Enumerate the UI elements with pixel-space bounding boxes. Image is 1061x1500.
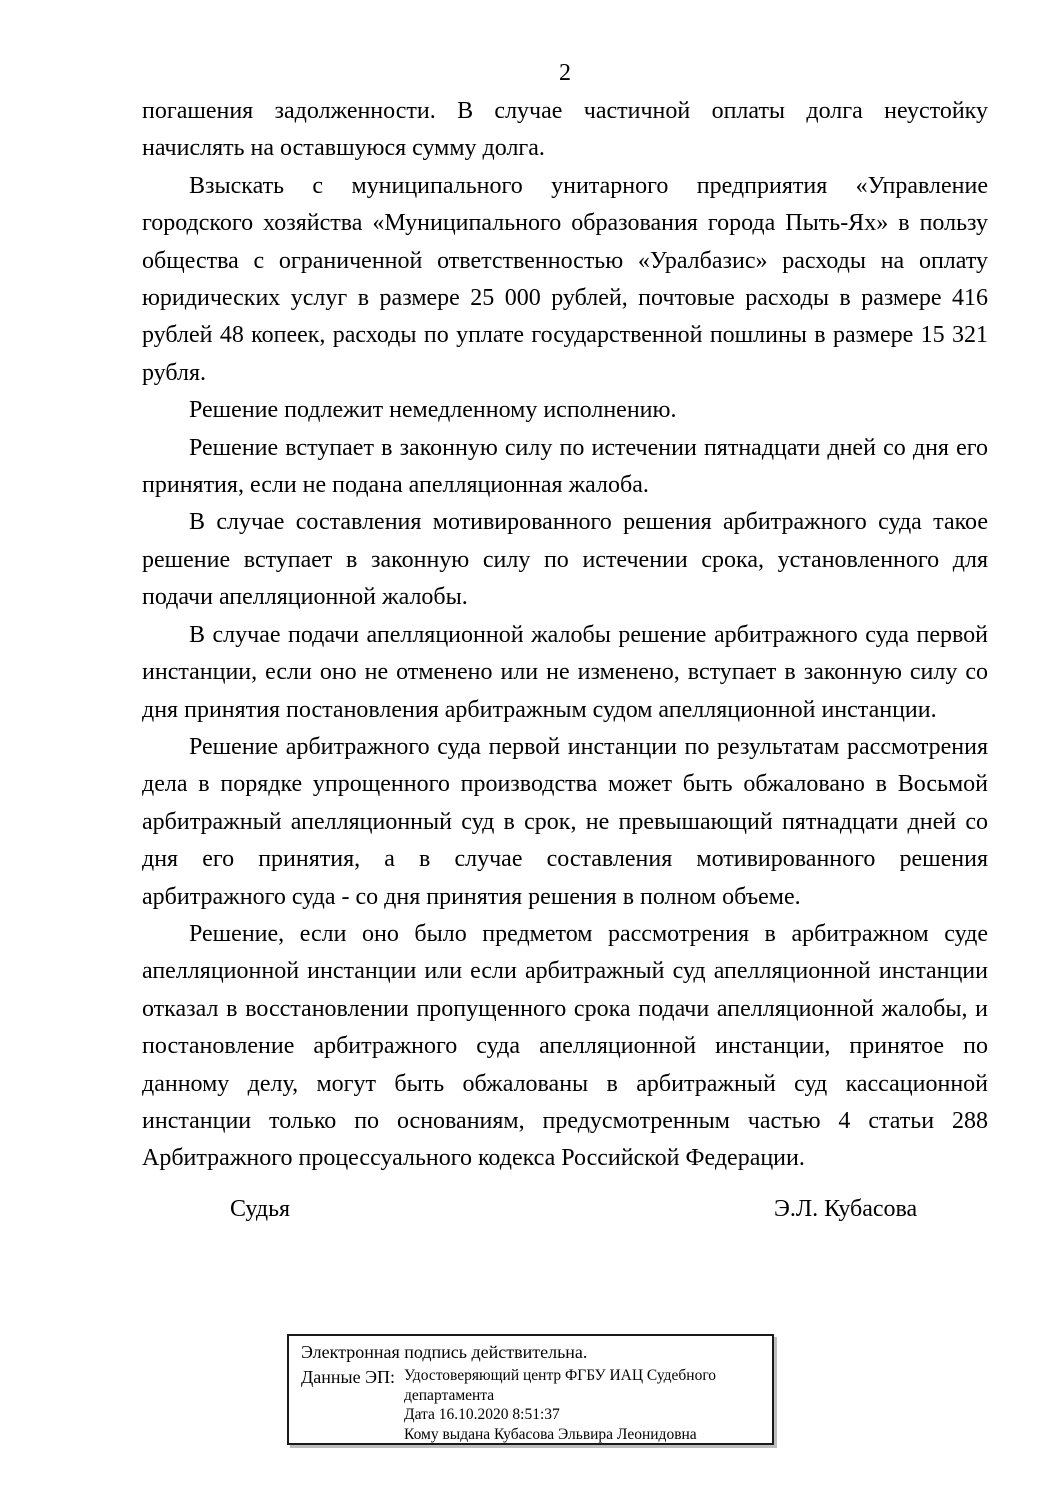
paragraph-recovery-order: Взыскать с муниципального унитарного предприятия «Управление городского хозяйства «Муниципального образования города Пыть-Ях» в пользу общества с ограниченной ответственностью «Уралбазис» расходы на оплату юридических услуг в размере 25 000 рублей, почтовые расходы в размере 416 рублей 48 копеек, расходы по уплате государственной пошлины в размере 15 321 рубля. [142,172,988,386]
stamp-data-label: Данные ЭП: [301,1367,395,1387]
electronic-signature-stamp [287,1334,774,1445]
stamp-certificate-authority: Удостоверяющий центр ФГБУ ИАЦ Судебного департамента [404,1367,717,1404]
paragraph-immediate-execution: Решение подлежит немедленному исполнению. [189,397,677,424]
paragraph-appeal-procedure: Решение арбитражного суда первой инстанции по результатам рассмотрения дела в порядке упрощенного производства может быть обжаловано в Восьмой арбитражный апелляционный суд в срок, не превышающий пятнадцати дней со дня его принятия, а в случае составления мотивированного решения арбитражного суда - со дня принятия решения в полном объеме. [142,733,988,910]
stamp-issued-to: Кому выдана Кубасова Эльвира Леонидовна [404,1425,697,1443]
stamp-validity-text: Электронная подпись действительна. [301,1342,588,1362]
document-body [142,93,988,1178]
paragraph-appeal-filed: В случае подачи апелляционной жалобы решение арбитражного суда первой инстанции, если оно не отменено или не изменено, вступает в законную силу со дня принятия постановления арбитражным судом апелляционной инстанции. [142,621,988,723]
stamp-data-values [404,1366,762,1444]
stamp-data-row [301,1366,764,1444]
signature-role-label: Судья [230,1196,291,1222]
signature-judge-name: Э.Л. Кубасова [774,1196,918,1222]
paragraph-entry-into-force: Решение вступает в законную силу по истечении пятнадцати дней со дня его принятия, если не подана апелляционная жалоба. [142,434,988,499]
stamp-signature-date: Дата 16.10.2020 8:51:37 [404,1406,560,1423]
page-number: 2 [559,60,571,86]
paragraph-cassation-procedure: Решение, если оно было предметом рассмотрения в арбитражном суде апелляционной инстанции или если арбитражный суд апелляционной инстанции отказал в восстановлении пропущенного срока подачи апелляционной жалобы, и постановление арбитражного суда апелляционной инстанции, принятое по данному делу, могут быть обжалованы в арбитражный суд кассационной инстанции только по основаниям, предусмотренным частью 4 статьи 288 Арбитражного процессуального кодекса Российской Федерации. [142,920,988,1172]
paragraph-motivated-decision: В случае составления мотивированного решения арбитражного суда такое решение вступает в законную силу по истечении срока, установленного для подачи апелляционной жалобы. [142,509,988,611]
paragraph-continuation: погашения задолженности. В случае частичной оплаты долга неустойку начислять на оставшуюся сумму долга. [142,98,988,162]
